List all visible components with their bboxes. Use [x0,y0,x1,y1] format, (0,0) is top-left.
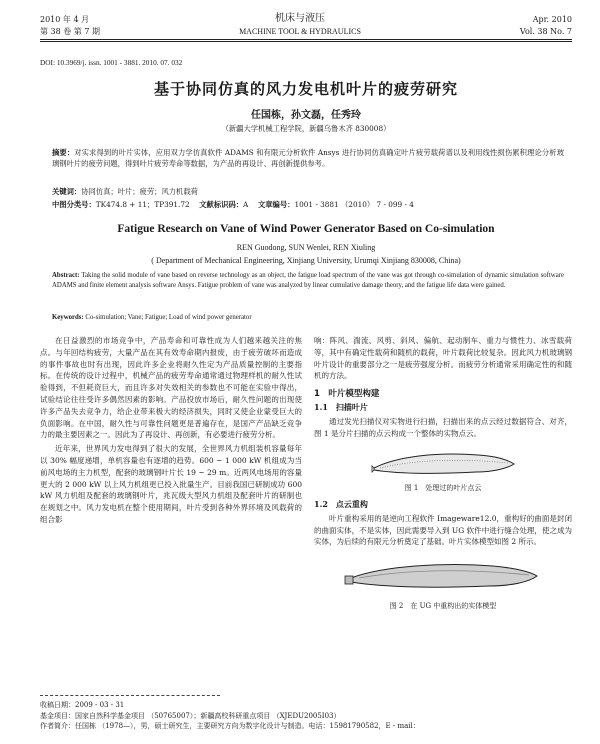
keywords-en-text: Co-simulation; Vane; Fatigue; Load of wind power generator [85,314,252,321]
article-no-value: 1001 - 3881 （2010） 7 - 099 - 4 [294,200,414,209]
body-paragraph-2: 近年来，世界风力发电得到了很大的发展，全世界风力机组装机容量每年以 30% 幅度递增，单机容量也有逐增的趋势。600 ~ 1 000 kW 机组成为当前风电场的主力机型，配套的玻璃钢叶片长 19 ~ 29 m。近两风电场用的容量更大的 2 000 kW 以上风力机组更已投入批量生产。目前我国已研制成功 600 kW 风力机组及配套的玻璃钢叶片，兆瓦级大型风力机组及配套叶片的研制也在规划之中。风力发电机在整个使用期间，叶片受到各种外界环境及风载荷的组合影 [40,444,302,524]
authors-cn: 任国栋，孙文磊，任秀玲 [251,110,361,121]
clc-value: TK474.8 + 11；TP391.72 [95,200,190,209]
issue-volume: 第 38 卷 第 7 期 [40,27,100,36]
left-column [40,335,302,685]
header-rule [40,39,572,40]
blade-solid-body [351,565,537,588]
issue-volume-en: Vol. 38 No. 7 [519,27,572,36]
header-rule-2 [40,41,572,42]
abstract-en-label: Abstract: [52,272,80,279]
right-column [314,335,572,695]
journal-name-en: MACHINE TOOL & HYDRAULICS [239,27,361,36]
doc-code-value: A [243,200,249,209]
footnote-rule [40,695,220,696]
footnote-block [40,700,580,732]
figure-2-solid-model [343,554,543,598]
section-1-2-heading: 1.2 点云重构 [314,498,368,509]
keywords-en [52,313,564,324]
keywords-cn-label: 关键词： [52,187,82,196]
keywords-cn-text: 协同仿真；叶片；疲劳；风力机载荷 [81,187,198,196]
footnote-fund: 基金项目：国家自然科学基金项目 （50765007）；新疆高校科研重点项目 （XJEDU2005I03） [40,711,341,720]
blade-point-cloud-shape [374,454,514,473]
abstract-cn-text: 对实求得到的叶片实体，应用双力学仿真软件 ADAMS 和有限元分析软件 Ansys 进行协同仿真确定叶片疲劳载荷谱以及利用线性损伤累积理论分析玻璃钢叶片的疲劳问题，得到叶片疲劳寿命等数据，为产品的再设计、再创新提供参考。 [52,148,565,168]
doi: DOI: 10.3969/j. issn. 1001 - 3881. 2010. 07. 032 [40,58,183,67]
issue-date: 2010 年 4 月 [40,15,90,24]
figure-2-caption: 图 2 在 UG 中重构出的实体模型 [389,602,497,611]
keywords-cn [52,187,564,198]
issue-date-en: Apr. 2010 [532,15,572,24]
abstract-cn-label: 摘要： [52,148,75,157]
section-1-2-text: 叶片重构采用的是逆向工程软件 Imageware12.0，重构好的曲面是封闭的曲面实体，不是实体，因此需要导入到 UG 软件中进行缝合处理，使之成为实体，为后续的有限元分析奠定了基础。叶片实体模型如图 2 所示。 [314,513,572,547]
affiliation-cn: （新疆大学机械工程学院，新疆乌鲁木齐 830008） [221,124,391,133]
figure-1-point-cloud [368,446,518,480]
body-paragraph-3: 响：阵风、湍流、风剪、斜风、偏航、起动制车、重力与惯性力、冰雪载荷等，其中有确定性载荷和随机的载荷，叶片载荷比较复杂。因此风力机玻璃钢叶片设计的重要部分之一是疲劳强度分析。而疲劳分析通常采用确定性的和随机的方法。 [314,336,572,381]
section-1-heading: 1 叶片模型构建 [314,389,380,400]
classification-line [52,200,572,211]
affiliation-en: ( Department of Mechanical Engineering, Xinjiang University, Urumqi Xinjiang 830008, China) [151,256,461,265]
keywords-en-label: Keywords: [52,314,84,321]
abstract-cn [52,148,564,169]
abstract-en-text: Taking the solid module of vane based on reverse technology as an object, the fatigue load spectrum of the vane was got through co-simulation of dynamic simulation software ADAMS and finite element analysis software Ansys. Fatigue problem of vane was analyzed by linear cumulative damage theory, and the fatigue life data were gained. [52,272,564,289]
blade-solid-root [345,576,353,584]
article-no-label: 文章编号： [257,200,295,209]
clc-label: 中图分类号： [52,200,96,209]
figure-1-caption: 图 1 处理过的叶片点云 [404,483,482,492]
body-paragraph-1: 在日益激烈的市场竞争中，产品寿命和可靠性成为人们越来越关注的焦点。与年回结构疲劳，大量产品在其有效寿命期内报废，由于疲劳破坏而造成的事件事故也时有出现，因此许多企业将耐久性定为产品质量控制的主要指标。在传统的设计过程中，机械产品的疲劳寿命通常通过物理样机的耐久性试验得到，不但耗资巨大，而且许多对失效相关的参数也不可能在实验中得出，试验结论往往受许多偶然因素的影响。产品投放市场后，耐久性问题的出现使许多产品失去竞争力，给企业带来极大的经济损失，同时又使企业蒙受巨大的负面影响。在中国，耐久性与可靠性问题更是普遍存在，是国产产品缺乏竞争力的最主要因素之一。因此为了再设计、再创新，有必要进行疲劳分析。 [40,336,302,440]
doc-code-label: 文献标识码： [199,200,244,209]
title-cn: 基于协同仿真的风力发电机叶片的疲劳研究 [153,80,458,98]
title-en: Fatigue Research on Vane of Wind Power Generator Based on Co-simulation [117,223,495,235]
footnote-received: 收稿日期：2009 - 03 - 31 [40,701,125,709]
journal-name-cn: 机床与液压 [275,13,325,24]
section-1-1-heading: 1.1 扫描叶片 [314,402,368,413]
section-1-1-text: 通过发光扫描仪对实物进行扫描，扫描出来的点云经过数据符合、对齐，图 1 是分片扫描的点云构成一个整体的实物点云。 [314,417,572,438]
abstract-en [52,271,564,291]
footnote-author: 作者简介：任国栋 （1978—），男，硕士研究生，主要研究方向为数字化设计与制造。电话：15981790582，E - mail： [40,722,420,730]
authors-en: REN Guodong, SUN Wenlei, REN Xiuling [236,243,376,252]
